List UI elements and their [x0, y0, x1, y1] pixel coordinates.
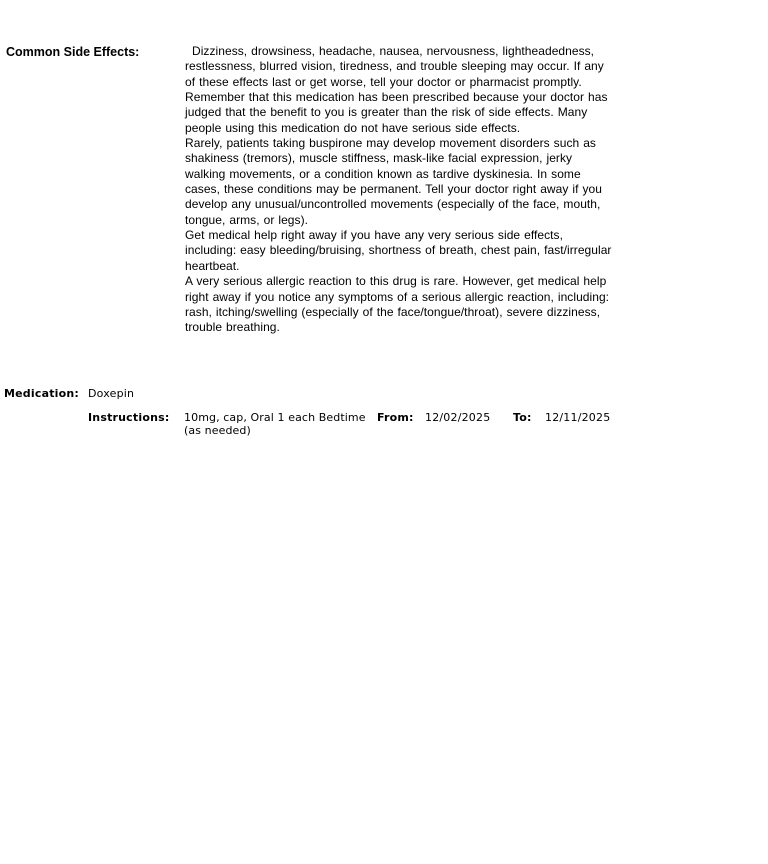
side-effects-label: Common Side Effects:: [6, 45, 140, 59]
side-effects-paragraph: A very serious allergic reaction to this drug is rare. However, get medical help right away if you notice any symptoms of a serious allergic reaction, including: rash, itching/swelling (especially of the face/tongue/throat), severe dizziness, trouble breathing.: [185, 274, 610, 335]
medication-label: Medication:: [4, 387, 80, 400]
side-effects-paragraph: Rarely, patients taking buspirone may develop movement disorders such as shakiness (tremors), muscle stiffness, mask-like facial expression, jerky walking movements, or a condition known as tardive dyskinesia. In some cases, these conditions may be permanent. Tell your doctor right away if you develop any unusual/uncontrolled movements (especially of the face, mouth, tongue, arms, or legs).: [185, 136, 602, 227]
side-effects-paragraph: Remember that this medication has been prescribed because your doctor has judged that the benefit to you is greater than the risk of side effects. Many people using this medication do not have serious side effects.: [185, 90, 608, 135]
side-effects-paragraph: Get medical help right away if you have any very serious side effects, including: easy bleeding/bruising, shortness of breath, chest pain, fast/irregular heartbeat.: [185, 228, 612, 273]
side-effects-paragraph: Dizziness, drowsiness, headache, nausea, nervousness, lightheadedness, restlessness, blurred vision, tiredness, and trouble sleeping may occur. If any of these effects last or get worse, tell your doctor or pharmacist promptly.: [185, 44, 604, 89]
medication-name: Doxepin: [88, 387, 135, 400]
to-date: 12/11/2025: [545, 411, 611, 424]
instructions-label: Instructions:: [88, 411, 170, 424]
to-label: To:: [513, 411, 532, 424]
instructions-value: 10mg, cap, Oral 1 each Bedtime (as needed): [184, 411, 366, 437]
from-date: 12/02/2025: [425, 411, 491, 424]
from-label: From:: [377, 411, 414, 424]
side-effects-text: [185, 44, 615, 336]
